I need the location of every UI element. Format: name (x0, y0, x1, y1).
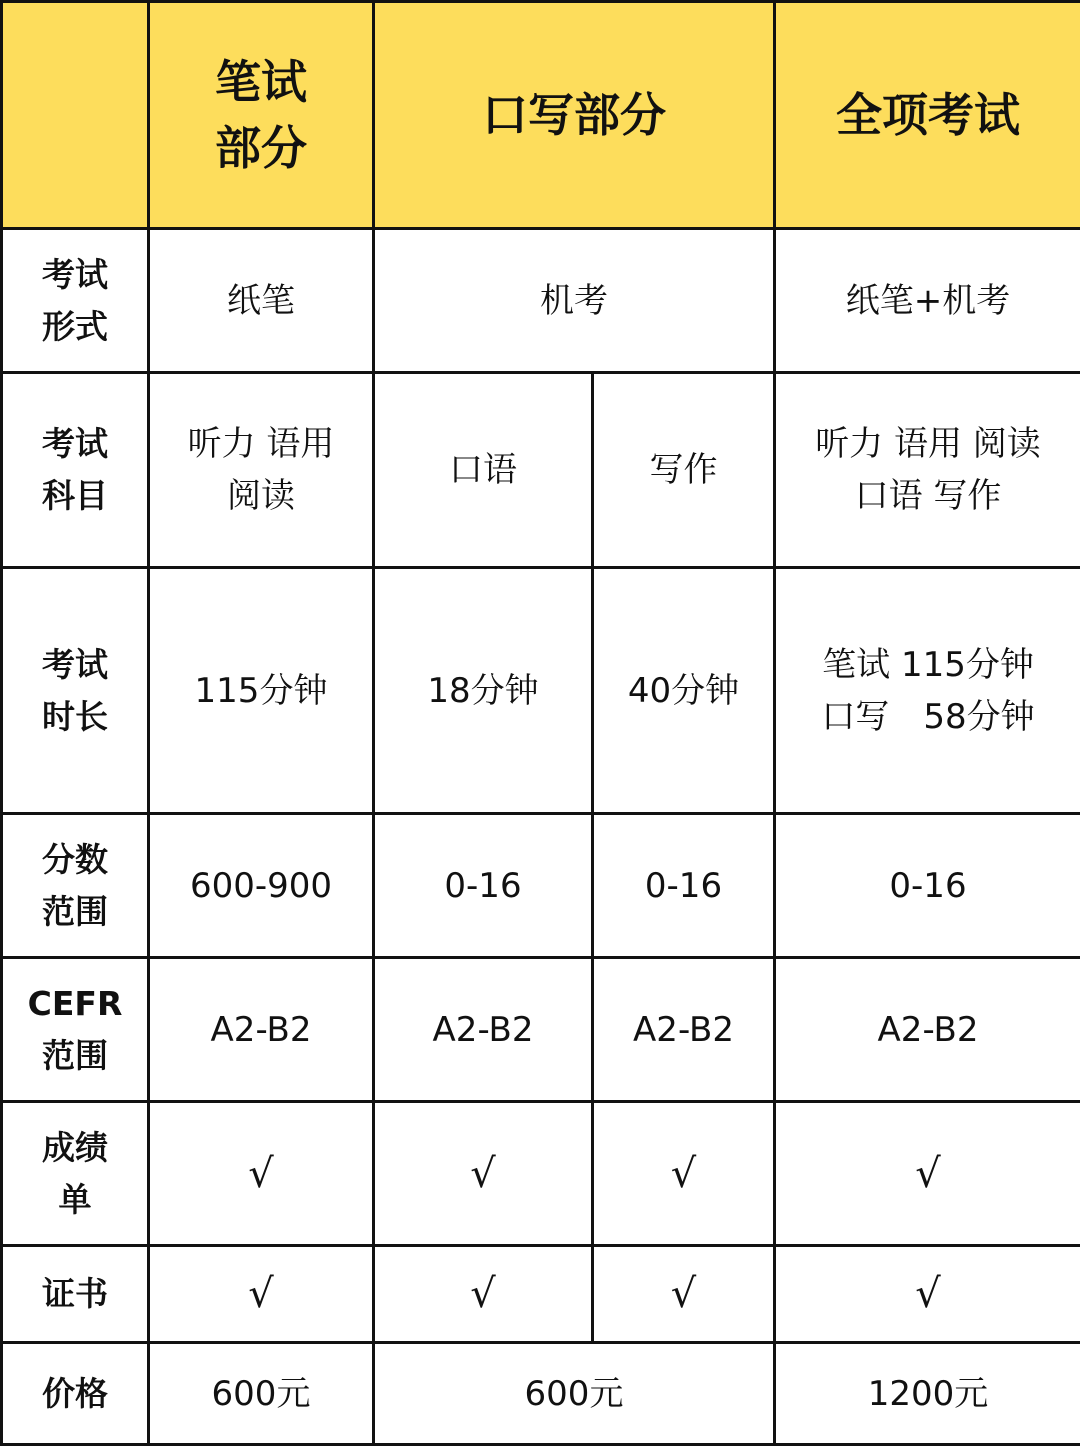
row-label-line: 考试 (3, 418, 147, 470)
row-cefr-range (2, 958, 1080, 1102)
format-full-cell: 纸笔+机考 (775, 229, 1080, 373)
row-label-exam-duration (2, 568, 149, 814)
duration-speaking-cell: 18分钟 (374, 568, 593, 814)
row-label-price: 价格 (2, 1343, 149, 1445)
row-label-line: 单 (3, 1174, 147, 1226)
row-score-range (2, 814, 1080, 958)
row-exam-format (2, 229, 1080, 373)
header-row (2, 2, 1080, 229)
row-score-report (2, 1102, 1080, 1246)
header-corner-cell (2, 2, 149, 229)
subjects-written-cell (149, 373, 374, 568)
row-exam-subjects (2, 373, 1080, 568)
row-price (2, 1343, 1080, 1445)
row-label-line: 分数 (3, 834, 147, 886)
row-label-cefr-range (2, 958, 149, 1102)
header-written-line1: 笔试 (150, 49, 372, 115)
row-label-line: 考试 (3, 249, 147, 301)
row-label-line: 形式 (3, 301, 147, 353)
row-certificate (2, 1246, 1080, 1343)
cefr-full-cell: A2-B2 (775, 958, 1080, 1102)
row-label-line: 成绩 (3, 1122, 147, 1174)
cefr-written-cell: A2-B2 (149, 958, 374, 1102)
score-speaking-cell: 0-16 (374, 814, 593, 958)
row-label-exam-subjects (2, 373, 149, 568)
format-written-cell: 纸笔 (149, 229, 374, 373)
format-speak-write-cell: 机考 (374, 229, 775, 373)
row-label-line: 科目 (3, 470, 147, 522)
row-label-certificate: 证书 (2, 1246, 149, 1343)
row-label-line: 范围 (3, 886, 147, 938)
subjects-written-line2: 阅读 (150, 470, 372, 522)
header-speak-write-part (374, 2, 775, 229)
duration-written-cell: 115分钟 (149, 568, 374, 814)
subjects-writing-cell: 写作 (593, 373, 775, 568)
row-label-line: 考试 (3, 639, 147, 691)
cefr-speaking-cell: A2-B2 (374, 958, 593, 1102)
header-written-line2: 部分 (150, 115, 372, 181)
duration-writing-cell: 40分钟 (593, 568, 775, 814)
duration-full-line1: 笔试 115分钟 (776, 639, 1080, 691)
row-label-line: 范围 (3, 1030, 147, 1082)
header-full-exam (775, 2, 1080, 229)
header-written-part (149, 2, 374, 229)
row-label-exam-format (2, 229, 149, 373)
header-full-exam-label: 全项考试 (776, 82, 1080, 148)
subjects-written-line1: 听力 语用 (150, 418, 372, 470)
report-writing-check-icon: √ (593, 1102, 775, 1246)
row-label-score-range (2, 814, 149, 958)
certificate-speaking-check-icon: √ (374, 1246, 593, 1343)
certificate-full-check-icon: √ (775, 1246, 1080, 1343)
score-written-cell: 600-900 (149, 814, 374, 958)
price-speak-write-cell: 600元 (374, 1343, 775, 1445)
duration-full-line2: 口写 58分钟 (776, 691, 1080, 743)
subjects-full-line1: 听力 语用 阅读 (776, 418, 1080, 470)
subjects-full-cell (775, 373, 1080, 568)
price-written-cell: 600元 (149, 1343, 374, 1445)
row-label-score-report (2, 1102, 149, 1246)
subjects-speaking-cell: 口语 (374, 373, 593, 568)
certificate-written-check-icon: √ (149, 1246, 374, 1343)
cefr-writing-cell: A2-B2 (593, 958, 775, 1102)
report-full-check-icon: √ (775, 1102, 1080, 1246)
price-full-cell: 1200元 (775, 1343, 1080, 1445)
report-speaking-check-icon: √ (374, 1102, 593, 1246)
row-label-line: CEFR (3, 978, 147, 1030)
header-speak-write-label: 口写部分 (375, 82, 773, 148)
row-label-line: 时长 (3, 691, 147, 743)
score-writing-cell: 0-16 (593, 814, 775, 958)
row-exam-duration (2, 568, 1080, 814)
certificate-writing-check-icon: √ (593, 1246, 775, 1343)
duration-full-cell (775, 568, 1080, 814)
score-full-cell: 0-16 (775, 814, 1080, 958)
report-written-check-icon: √ (149, 1102, 374, 1246)
subjects-full-line2: 口语 写作 (776, 470, 1080, 522)
